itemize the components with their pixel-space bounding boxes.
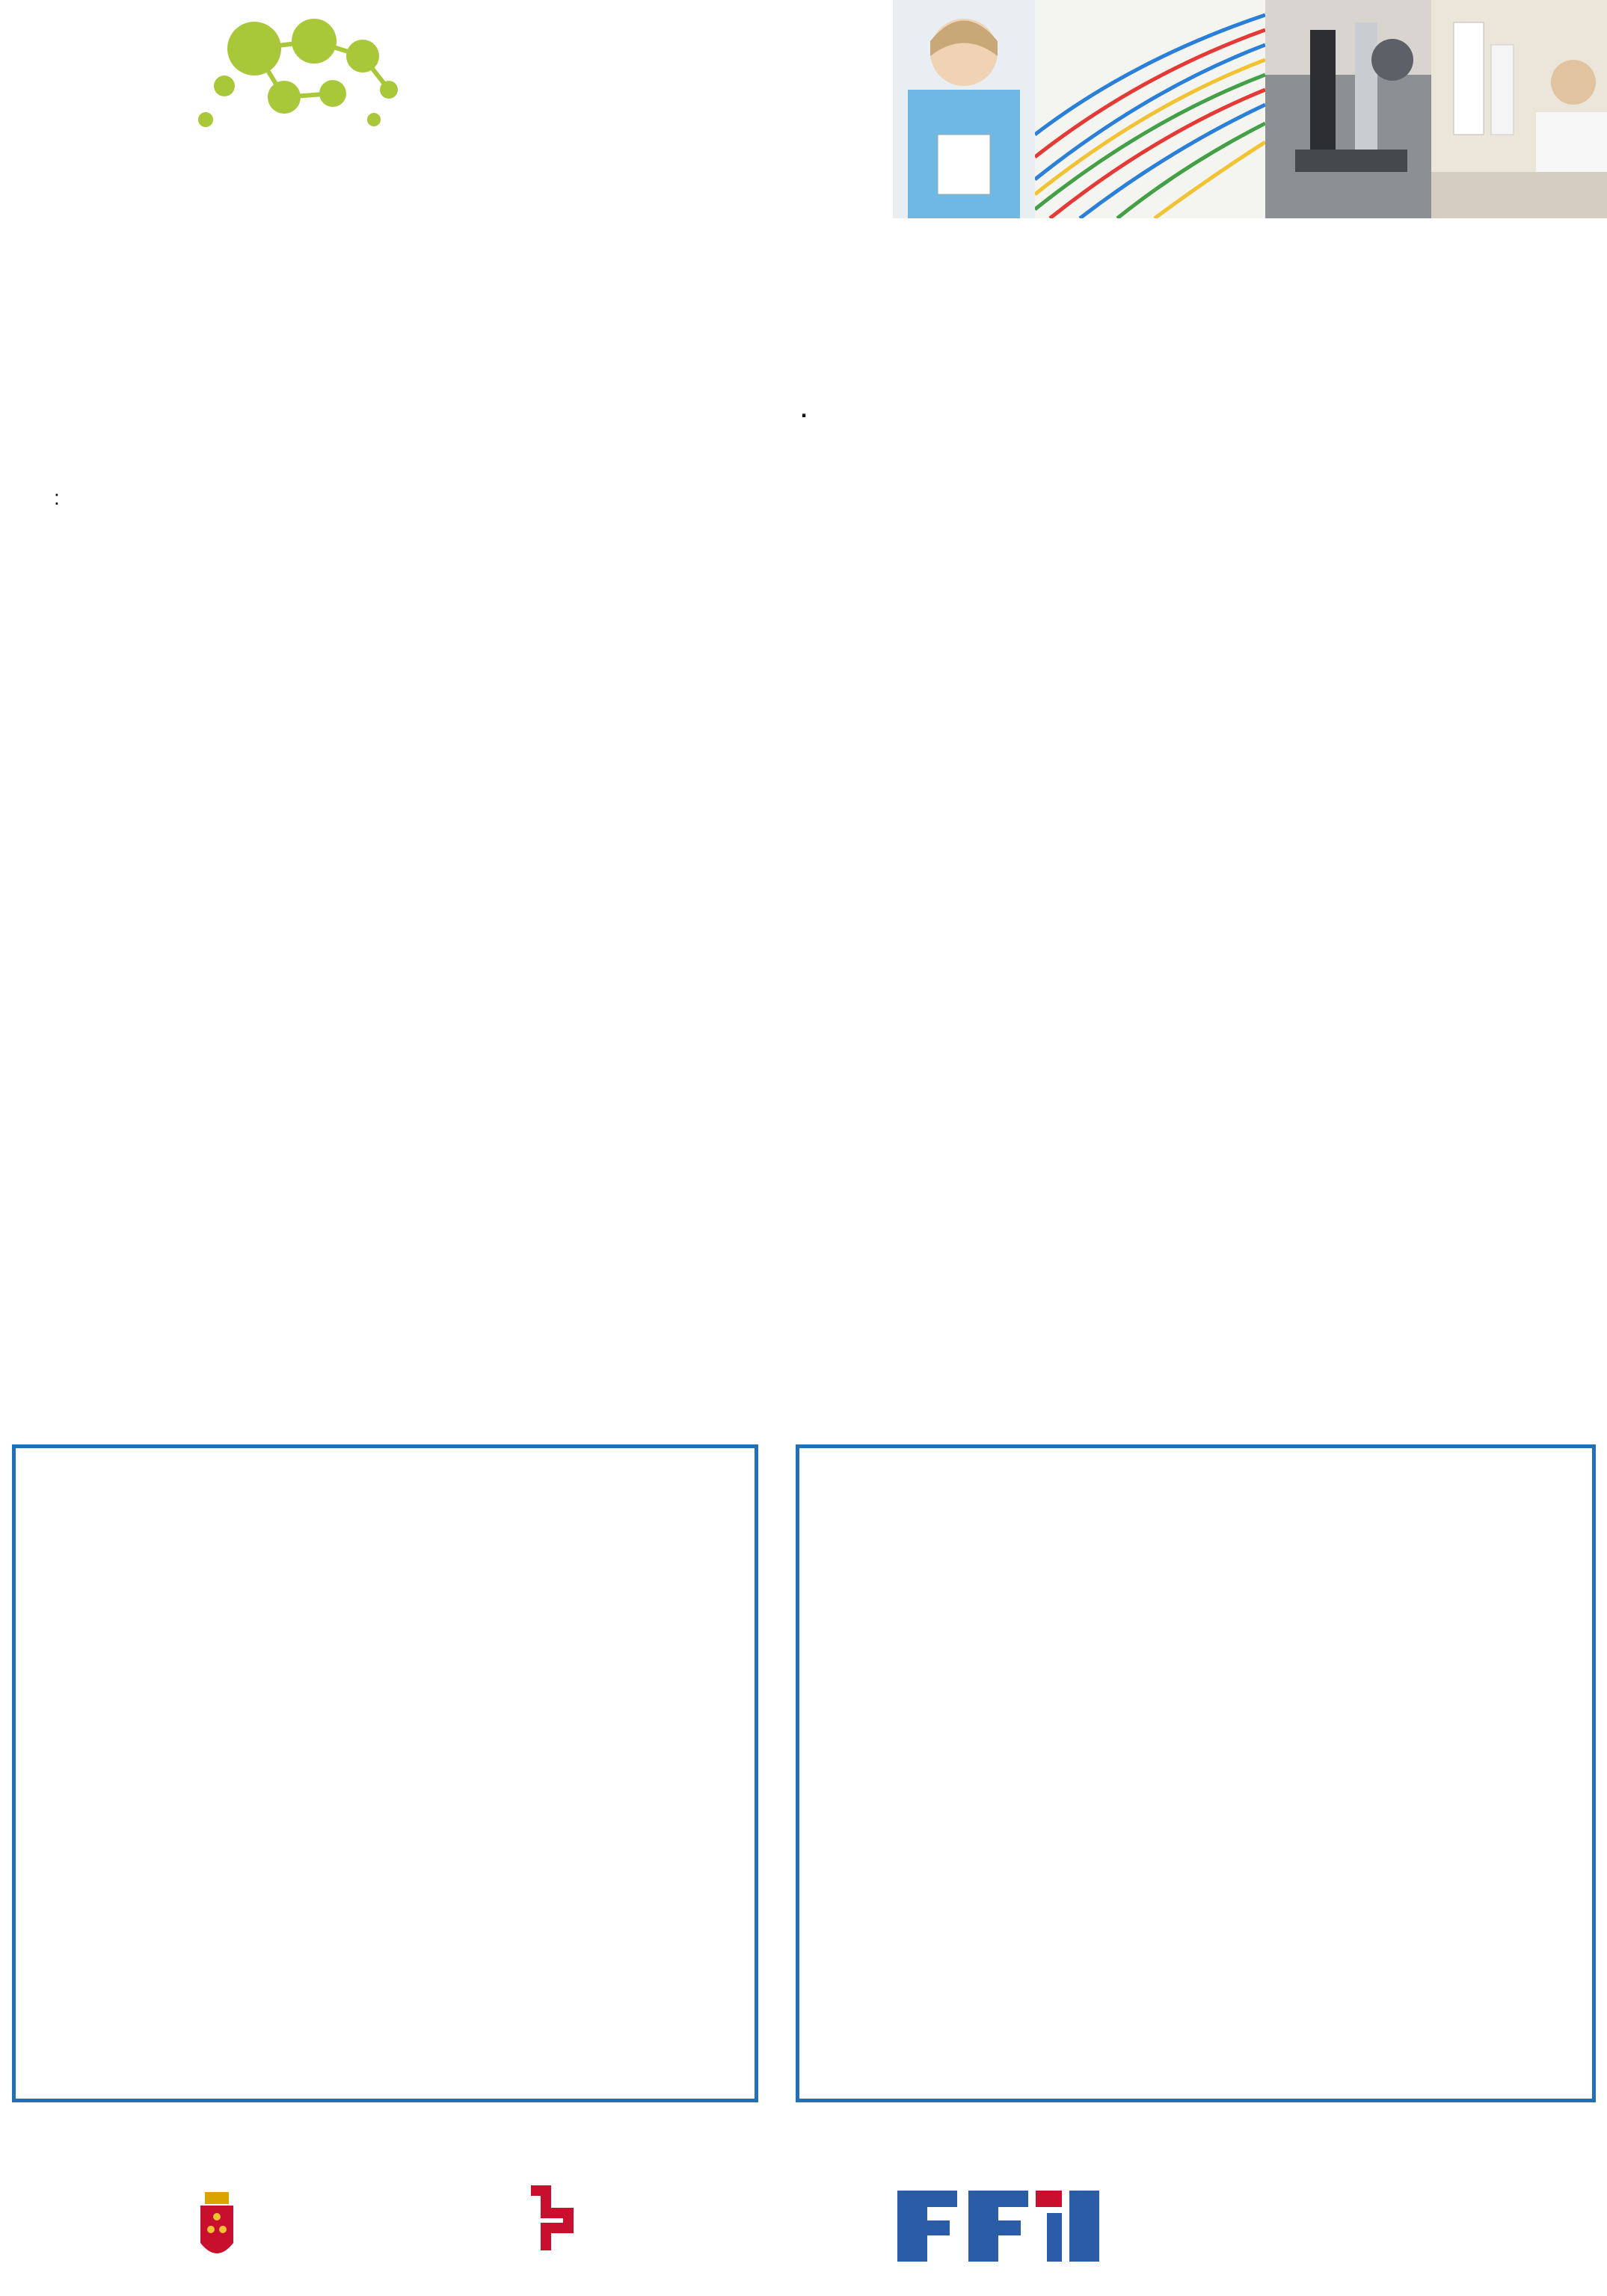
imib-logo-graphic (0, 15, 419, 232)
figure2-box (796, 1444, 1596, 2102)
area-logo (658, 2183, 860, 2280)
sms-cross-icon (531, 2191, 568, 2250)
photo-dna-sequence (1035, 0, 1265, 218)
region-murcia-logo (105, 2176, 389, 2280)
research-groups-label: : (54, 486, 60, 509)
author-list (52, 393, 1555, 426)
figure2-chart (799, 1448, 1592, 2099)
ffis-graphic-icon (897, 2191, 1099, 2262)
region-shield-icon (200, 2192, 233, 2253)
ffis-logo (897, 2183, 1496, 2280)
figure1-chart (16, 1448, 755, 2099)
figure1-box (12, 1444, 758, 2102)
authors-line2: . (800, 396, 808, 422)
sms-logo (419, 2183, 613, 2280)
photo-lab-researcher (1431, 0, 1607, 218)
photo-microscope (1265, 0, 1431, 218)
results-text (797, 695, 1518, 719)
imib-logo (0, 15, 419, 232)
photo-nurse (893, 0, 1035, 218)
